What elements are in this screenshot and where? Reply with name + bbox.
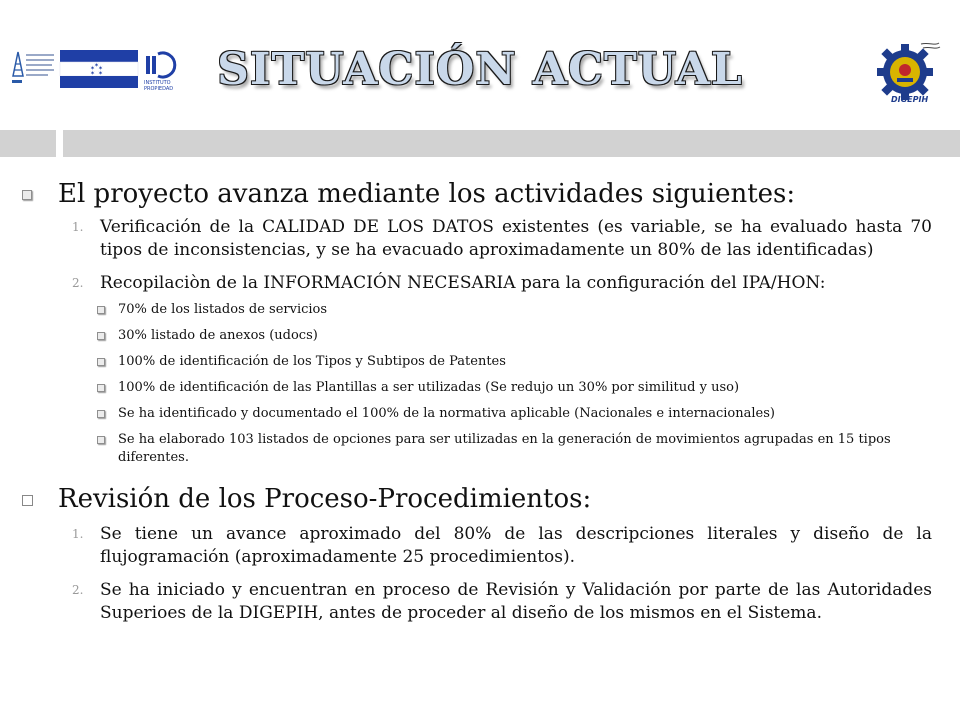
- item-text: Se tiene un avance aproximado del 80% de las descripciones literales y diseño de la flujogramación (aproximadamente 25 procedimientos).: [100, 524, 932, 567]
- section2-heading: Revisión de los Proceso-Procedimientos:: [58, 484, 592, 514]
- bullet-square-icon: [97, 358, 105, 366]
- sub-item-text: 30% listado de anexos (udocs): [118, 328, 318, 343]
- item-number: 1.: [72, 220, 84, 234]
- item-number: 1.: [72, 527, 84, 541]
- svg-text:✶: ✶: [90, 65, 96, 72]
- slide-content: [22, 176, 932, 625]
- bullet-square-icon: [97, 332, 105, 340]
- sub-item-text: 100% de identificación de los Tipos y Subtipos de Patentes: [118, 354, 506, 369]
- item-number: 2.: [72, 583, 84, 597]
- sub-item-text: Se ha identificado y documentado el 100% de la normativa aplicable (Nacionales e internacionales): [118, 406, 775, 421]
- bullet-square-icon: [97, 306, 105, 314]
- svg-text:PROPIEDAD: PROPIEDAD: [144, 86, 174, 92]
- item-number: 2.: [72, 276, 84, 290]
- sub-list-item: [22, 405, 932, 423]
- sub-list-item: [22, 327, 932, 345]
- digepih-gear-icon: [873, 40, 943, 106]
- bullet-square-icon: [97, 384, 105, 392]
- bullet-square-icon: [97, 436, 105, 444]
- bullet-square-icon: [22, 495, 33, 506]
- sub-item-text: 100% de identificación de las Plantillas a ser utilizadas (Se redujo un 30% por similitud y uso): [118, 380, 740, 395]
- header-band-right: [63, 130, 960, 157]
- sub-list-item: [22, 301, 932, 319]
- list-item: [22, 579, 932, 625]
- page-title: SITUACIÓN ACTUAL: [217, 44, 743, 95]
- bullet-square-icon: [22, 190, 32, 200]
- svg-text:✶: ✶: [98, 70, 104, 77]
- list-item: [22, 216, 932, 262]
- item-text: Se ha iniciado y encuentran en proceso de Revisión y Validación por parte de las Autoridades Superioes de la DIGEPIH, antes de proceder al diseño de los mismos en el Sistema.: [100, 580, 932, 623]
- svg-text:✶: ✶: [94, 62, 100, 69]
- svg-text:✶: ✶: [90, 70, 96, 77]
- item-text: Recopilaciòn de la INFORMACIÓN NECESARIA para la configuración del IPA/HON:: [100, 273, 826, 293]
- sub-list-item: [22, 353, 932, 371]
- section-heading: [22, 481, 932, 517]
- bullet-square-icon: [97, 410, 105, 418]
- section1-heading: El proyecto avanza mediante los actividades siguientes:: [58, 179, 796, 209]
- svg-text:✶: ✶: [98, 65, 104, 72]
- sub-item-text: Se ha elaborado 103 listados de opciones para ser utilizadas en la generación de movimientos agrupadas en 15 tipos diferentes.: [118, 432, 891, 465]
- header-band-left: [0, 130, 56, 157]
- sub-item-text: 70% de los listados de servicios: [118, 302, 328, 317]
- list-item: [22, 272, 932, 295]
- sub-list-item: [22, 431, 932, 467]
- digepih-logo: [873, 40, 943, 106]
- item-text: Verificación de la CALIDAD DE LOS DATOS existentes (es variable, se ha evaluado hasta 70 tipos de inconsistencias, y se ha evacuado aproximadamente un 80% de las identificadas): [100, 217, 932, 260]
- section-heading: [22, 176, 932, 212]
- list-item: [22, 523, 932, 569]
- svg-text:INSTITUTO: INSTITUTO: [144, 80, 171, 86]
- sub-list-item: [22, 379, 932, 397]
- svg-text:DIGEPIH: DIGEPIH: [891, 95, 929, 104]
